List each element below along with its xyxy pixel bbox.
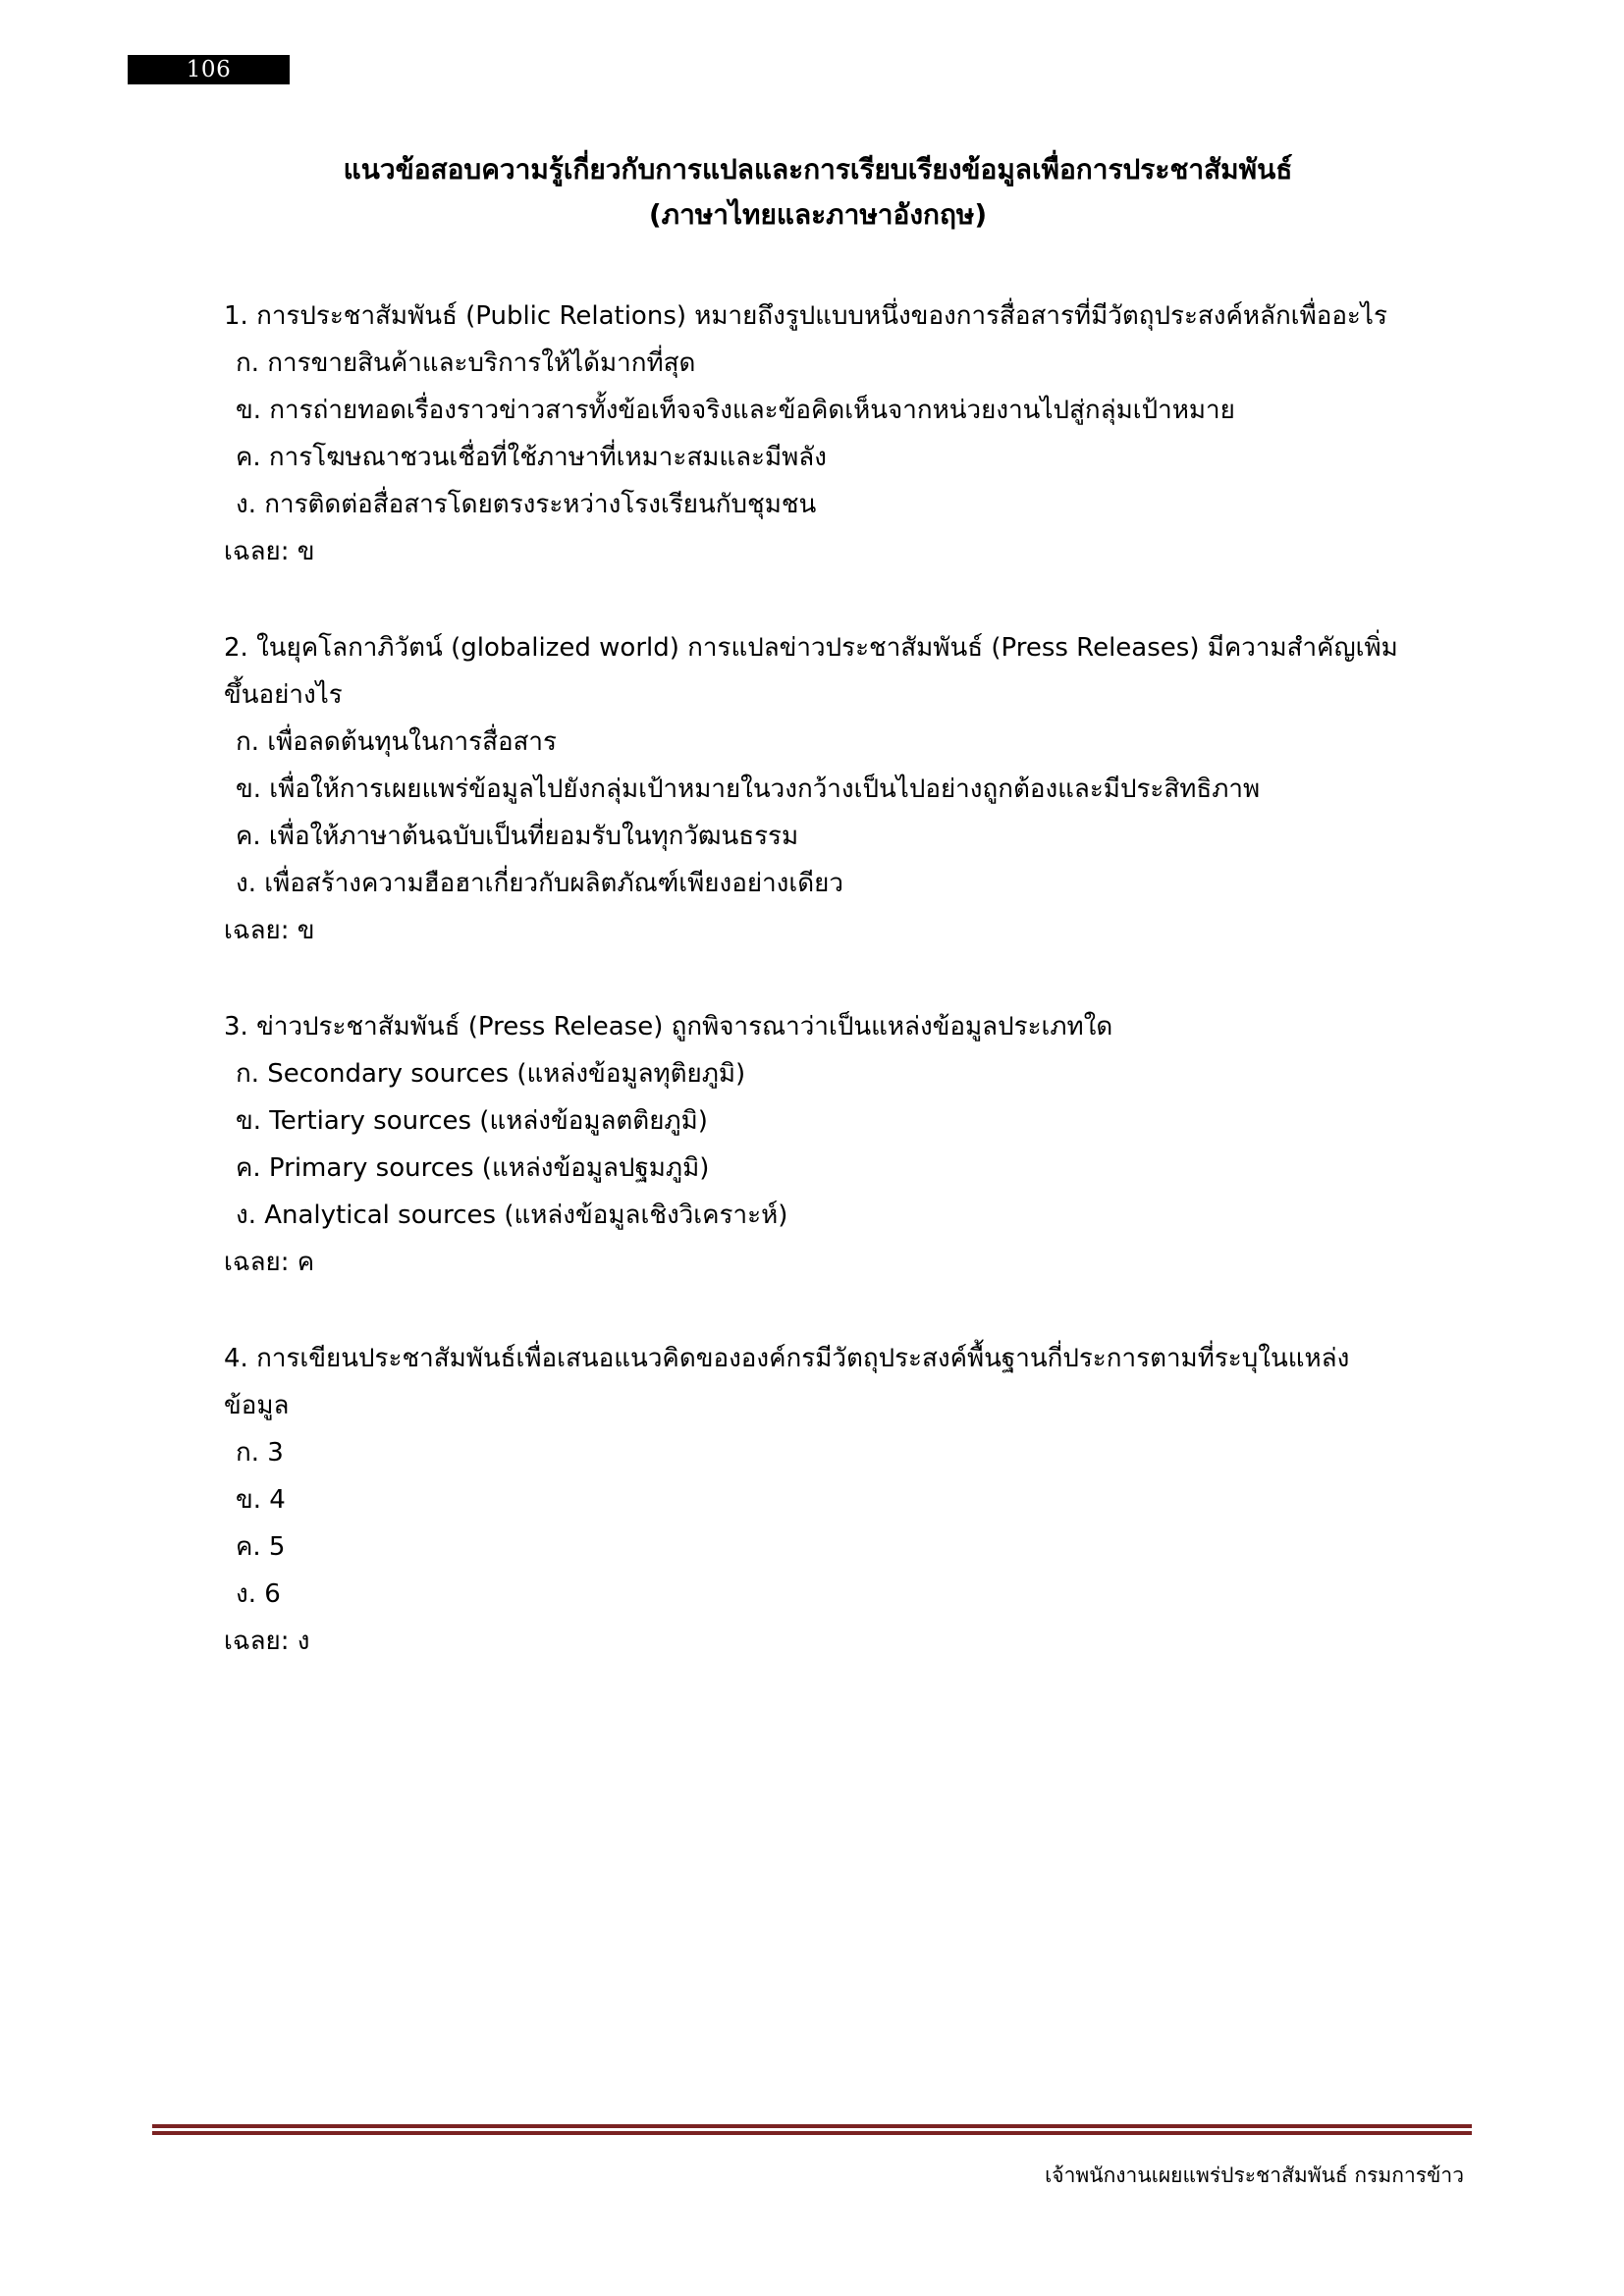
question-stem: 3. ข่าวประชาสัมพันธ์ (Press Release) ถูกพิจารณาว่าเป็นแหล่งข้อมูลประเภทใด — [224, 1012, 1113, 1041]
option-item[interactable]: ง. Analytical sources (แหล่งข้อมูลเชิงวิเคราะห์) — [236, 1201, 788, 1230]
question-list — [224, 293, 1412, 1665]
question-stem: 1. การประชาสัมพันธ์ (Public Relations) หมายถึงรูปแบบหนึ่งของการสื่อสารที่มีวัตถุประสงค์หลักเพื่ออะไร — [224, 301, 1387, 331]
option-item[interactable]: ก. เพื่อลดต้นทุนในการสื่อสาร — [236, 727, 557, 757]
option-item[interactable]: ง. 6 — [236, 1579, 281, 1609]
option-list — [224, 1050, 1412, 1239]
option-item[interactable]: ง. เพื่อสร้างความฮือฮาเกี่ยวกับผลิตภัณฑ์เพียงอย่างเดียว — [236, 869, 843, 898]
option-item[interactable]: ข. เพื่อให้การเผยแพร่ข้อมูลไปยังกลุ่มเป้าหมายในวงกว้างเป็นไปอย่างถูกต้องและมีประสิทธิภาพ — [236, 774, 1261, 804]
page-title-line-2: (ภาษาไทยและภาษาอังกฤษ) — [648, 198, 988, 231]
option-item[interactable]: ก. Secondary sources (แหล่งข้อมูลทุติยภูมิ) — [236, 1059, 746, 1089]
page-title — [224, 147, 1412, 238]
option-item[interactable]: ค. 5 — [236, 1532, 286, 1562]
footer-text: เจ้าพนักงานเผยแพร่ประชาสัมพันธ์ กรมการข้าว — [1045, 2163, 1464, 2187]
answer-key: เฉลย: ข — [224, 916, 315, 945]
answer-key: เฉลย: ง — [224, 1627, 310, 1656]
option-item[interactable]: ข. 4 — [236, 1485, 286, 1515]
option-item[interactable]: ก. การขายสินค้าและบริการให้ได้มากที่สุด — [236, 348, 696, 378]
option-item[interactable]: ง. การติดต่อสื่อสารโดยตรงระหว่างโรงเรียนกับชุมชน — [236, 490, 817, 519]
question-block — [224, 1335, 1412, 1665]
question-block — [224, 624, 1412, 954]
option-item[interactable]: ก. 3 — [236, 1438, 284, 1468]
option-item[interactable]: ค. การโฆษณาชวนเชื่อที่ใช้ภาษาที่เหมาะสมและมีพลัง — [236, 443, 827, 472]
question-block — [224, 1003, 1412, 1286]
footer-divider — [152, 2124, 1472, 2135]
option-item[interactable]: ข. Tertiary sources (แหล่งข้อมูลตติยภูมิ) — [236, 1106, 708, 1136]
question-stem: 4. การเขียนประชาสัมพันธ์เพื่อเสนอแนวคิดขององค์กรมีวัตถุประสงค์พื้นฐานกี่ประการตามที่ระบุในแหล่งข้อมูล — [224, 1344, 1350, 1420]
answer-key: เฉลย: ค — [224, 1248, 315, 1277]
page-title-line-1: แนวข้อสอบความรู้เกี่ยวกับการแปลและการเรียบเรียงข้อมูลเพื่อการประชาสัมพันธ์ — [343, 153, 1293, 186]
question-stem: 2. ในยุคโลกาภิวัตน์ (globalized world) การแปลข่าวประชาสัมพันธ์ (Press Releases) มีความสำคัญเพิ่มขึ้นอย่างไร — [224, 633, 1398, 710]
option-item[interactable]: ค. Primary sources (แหล่งข้อมูลปฐมภูมิ) — [236, 1153, 710, 1183]
option-list — [224, 1429, 1412, 1618]
option-item[interactable]: ค. เพื่อให้ภาษาต้นฉบับเป็นที่ยอมรับในทุกวัฒนธรรม — [236, 822, 799, 851]
page-number-badge: 106 — [128, 55, 290, 84]
answer-key: เฉลย: ข — [224, 537, 315, 566]
question-block — [224, 293, 1412, 575]
document-content — [224, 147, 1412, 1690]
page-footer — [152, 2124, 1472, 2190]
option-list — [224, 719, 1412, 907]
option-list — [224, 340, 1412, 528]
option-item[interactable]: ข. การถ่ายทอดเรื่องราวข่าวสารทั้งข้อเท็จจริงและข้อคิดเห็นจากหน่วยงานไปสู่กลุ่มเป้าหมาย — [236, 396, 1235, 425]
